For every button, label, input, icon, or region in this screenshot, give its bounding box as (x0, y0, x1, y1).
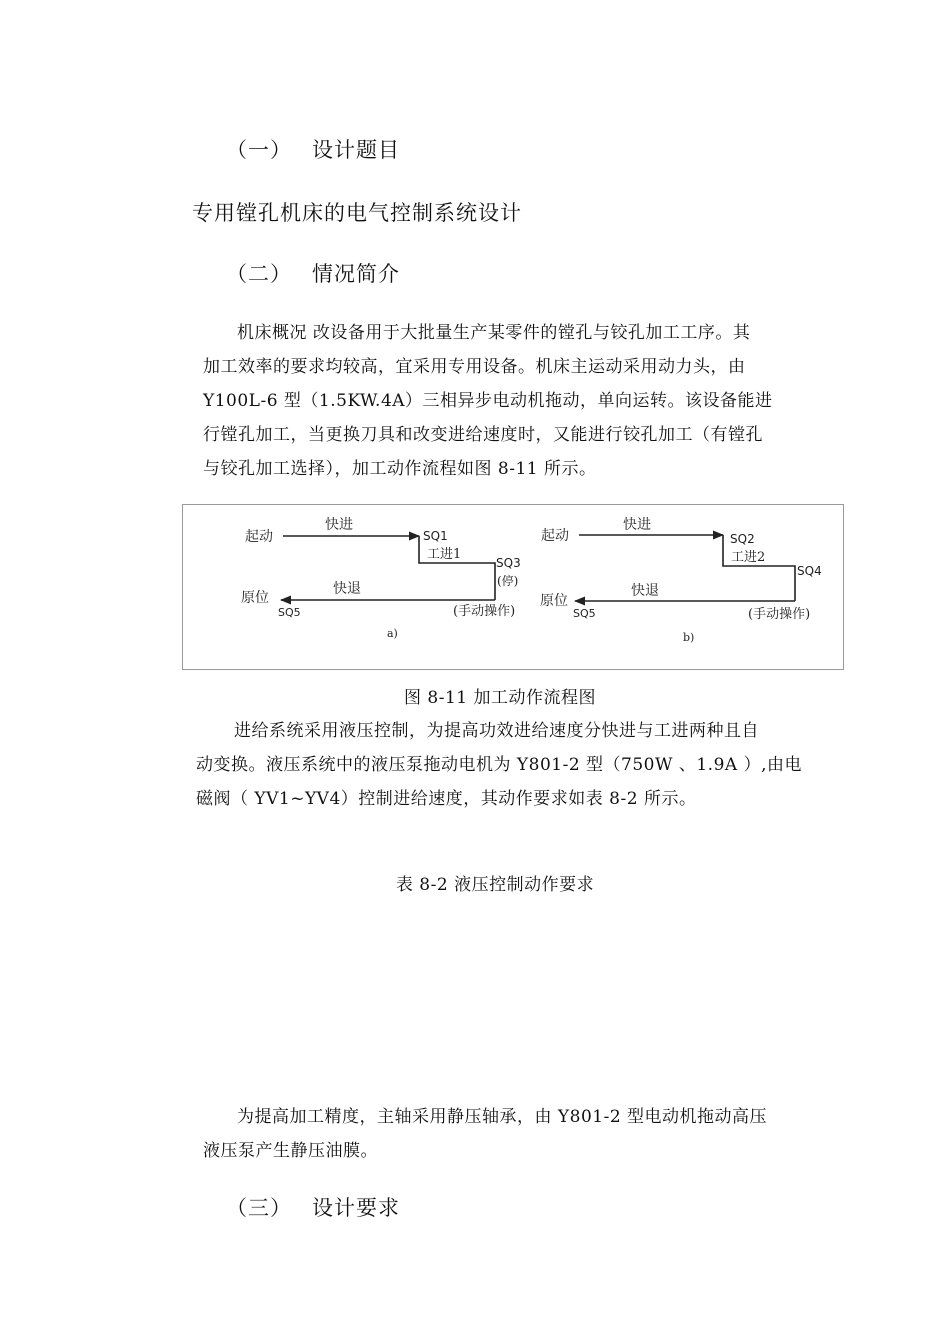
sub-label-a: a) (387, 627, 398, 640)
start-label: 起动 (541, 528, 569, 544)
text-line: 加工效率的要求均较高，宜采用专用设备。机床主运动采用动力头，由 (203, 357, 746, 377)
paragraph-overview (203, 316, 807, 486)
work-feed-path (419, 536, 495, 600)
diagram-a (241, 516, 521, 640)
text-line: 动变换。液压系统中的液压泵拖动电机为 Y801-2 型（750W 、1.9A ）,由电 (196, 755, 802, 775)
sq5-label: SQ5 (573, 607, 596, 620)
sq3-label: SQ3 (496, 556, 521, 570)
text-line: Y100L-6 型（1.5KW.4A）三相异步电动机拖动，单向运转。该设备能进 (203, 391, 773, 411)
stop-label: (停) (497, 574, 519, 588)
figure-caption: 图 8-11 加工动作流程图 (404, 688, 596, 708)
work-feed-label: 工进1 (427, 547, 462, 562)
text-line: 机床概况 改设备用于大批量生产某零件的镗孔与铰孔加工工序。其 (237, 323, 751, 343)
section-number: （三） (226, 1196, 292, 1220)
fast-forward-label: 快进 (325, 517, 353, 533)
section-heading-3 (226, 1192, 400, 1222)
diagram-b (540, 516, 822, 644)
start-label: 起动 (245, 529, 273, 545)
fast-forward-label: 快进 (623, 517, 651, 533)
paragraph-spindle (203, 1100, 807, 1168)
manual-label: (手动操作) (453, 604, 516, 619)
project-title: 专用镗孔机床的电气控制系统设计 (192, 201, 522, 225)
section-number: （一） (226, 138, 292, 162)
manual-label: (手动操作) (748, 607, 811, 622)
text-line: 行镗孔加工，当更换刀具和改变进给速度时，又能进行铰孔加工（有镗孔 (203, 425, 763, 445)
table-caption: 表 8-2 液压控制动作要求 (395, 875, 595, 895)
sq1-label: SQ1 (423, 529, 448, 543)
work-feed-label: 工进2 (731, 550, 766, 565)
sq4-label: SQ4 (797, 564, 822, 578)
process-flow-diagram (183, 505, 843, 669)
paragraph-feed-system (196, 714, 806, 816)
sub-label-b: b) (683, 631, 695, 644)
fast-return-label: 快退 (333, 581, 361, 597)
origin-label: 原位 (540, 593, 568, 609)
text-line: 与铰孔加工选择），加工动作流程如图 8-11 所示。 (203, 459, 597, 479)
text-line: 液压泵产生静压油膜。 (203, 1141, 378, 1161)
text-line: 进给系统采用液压控制，为提高功效进给速度分快进与工进两种且自 (234, 721, 759, 741)
text-line: 为提高加工精度，主轴采用静压轴承，由 Y801-2 型电动机拖动高压 (237, 1107, 768, 1127)
sq5-label: SQ5 (278, 606, 301, 619)
fast-return-label: 快退 (631, 583, 659, 599)
section-title: 设计要求 (312, 1196, 400, 1220)
origin-label: 原位 (241, 590, 269, 606)
figure-process-flow (182, 504, 844, 670)
section-number: （二） (226, 262, 292, 286)
section-heading-1 (226, 134, 400, 164)
text-line: 磁阀（ YV1~YV4）控制进给速度，其动作要求如表 8-2 所示。 (196, 789, 697, 809)
sq2-label: SQ2 (730, 532, 755, 546)
section-title: 情况简介 (312, 262, 400, 286)
section-title: 设计题目 (312, 138, 400, 162)
section-heading-2 (226, 258, 400, 288)
